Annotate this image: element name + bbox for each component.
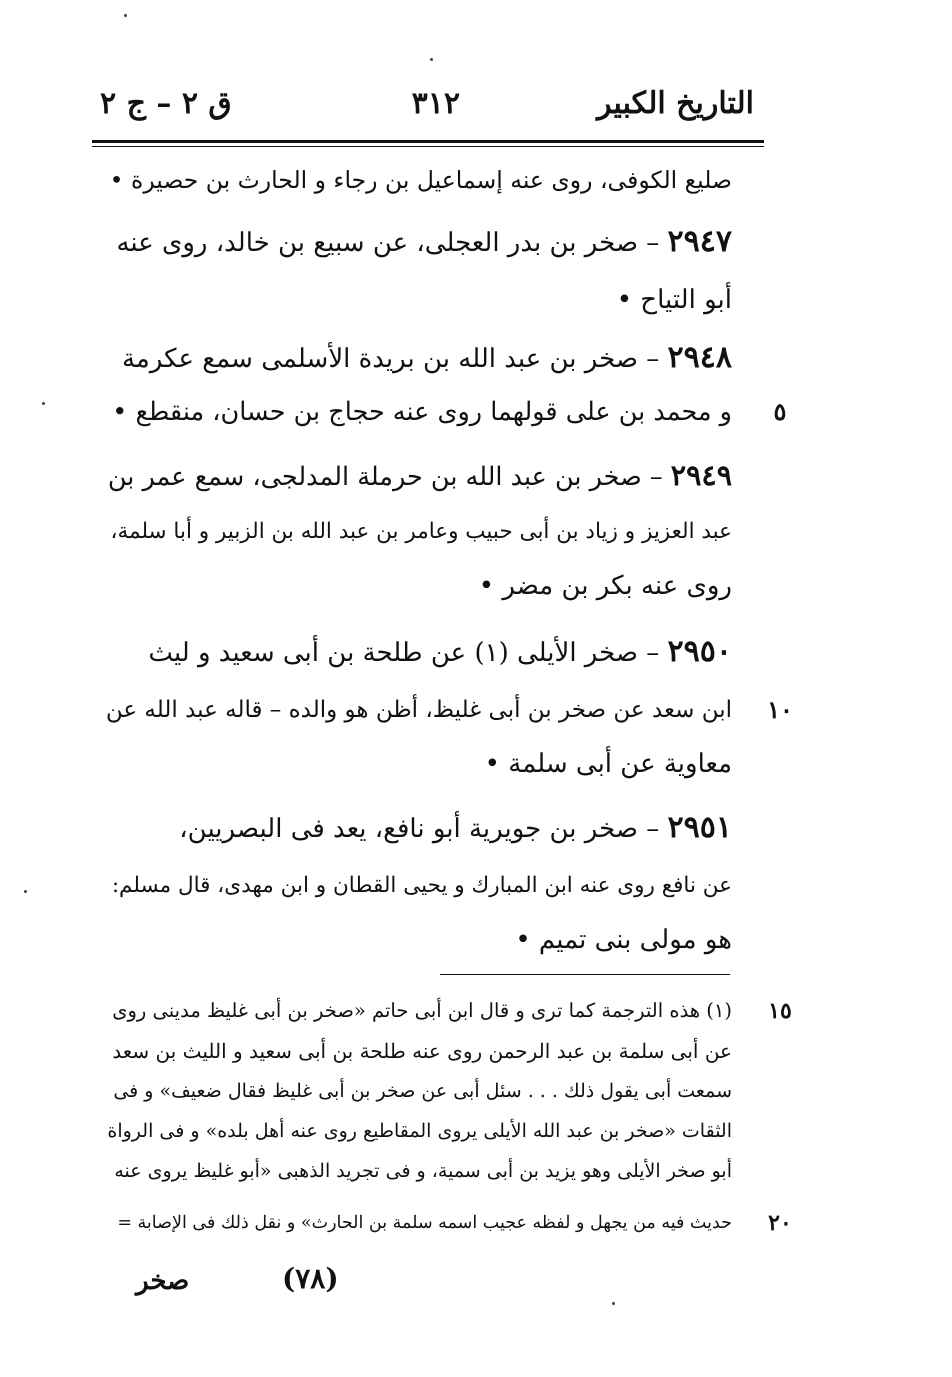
- entry-number: ٢٩٤٨: [667, 340, 732, 375]
- body-line: عن نافع روى عنه ابن المبارك و يحيى القطان و ابن مهدى، قال مسلم:: [111, 873, 732, 898]
- body-line: و محمد بن على قولهما روى عنه حجاج بن حسان، منقطع •: [112, 397, 732, 427]
- entry-2948: ٢٩٤٨ – صخر بن عبد الله بن بريدة الأسلمى سمع عكرمة: [121, 340, 732, 375]
- footnote-line: حديث فيه من يجهل و لفظه عجيب اسمه سلمة بن الحارث» و نقل ذلك فى الإصابة =: [117, 1213, 732, 1233]
- entry-2949: ٢٩٤٩ – صخر بن عبد الله بن حرملة المدلجى، سمع عمر بن: [107, 458, 732, 492]
- footnote-line: الثقات «صخر بن عبد الله الأيلى يروى المقاطيع روى عنه أهل بلده» و فى الرواة: [107, 1120, 732, 1142]
- footnote-line: عن أبى سلمة بن عبد الرحمن روى عنه طلحة بن أبى سعيد و الليث بن سعد: [112, 1039, 732, 1063]
- line-number: ١٠: [767, 695, 793, 724]
- entry-2951: ٢٩٥١ – صخر بن جويرية أبو نافع، يعد فى البصريين،: [179, 810, 732, 845]
- entry-2947: ٢٩٤٧ – صخر بن بدر العجلى، عن سبيع بن خالد، روى عنه: [116, 224, 732, 259]
- footnote-line: أبو صخر الأيلى وهو يزيد بن أبى سمية، و فى تجريد الذهبى «أبو غليظ يروى عنه: [114, 1160, 732, 1182]
- line-number: ٥: [773, 397, 787, 426]
- running-header: [100, 86, 760, 136]
- body-line: روى عنه بكر بن مضر •: [478, 571, 732, 601]
- footnote-line: سمعت أبى يقول ذلك . . . سئل أبى عن صخر بن أبى غليظ فقال ضعيف» و فى: [113, 1080, 732, 1102]
- body-line: ابن سعد عن صخر بن أبى غليظ، أظن هو والده – قاله عبد الله عن: [105, 697, 732, 723]
- paper-speck: [24, 890, 27, 893]
- line-number: ١٥: [768, 998, 792, 1024]
- paper-speck: [612, 1302, 615, 1305]
- body-line: هو مولى بنى تميم •: [515, 925, 732, 955]
- footnote-separator: [440, 974, 730, 975]
- signature-number: (٧٨): [282, 1262, 339, 1295]
- entry-number: ٢٩٥١: [667, 810, 732, 845]
- line-number: ٢٠: [768, 1210, 792, 1236]
- catchword: صخر: [136, 1266, 190, 1296]
- paper-speck: [42, 402, 45, 405]
- header-rule-thin: [92, 146, 764, 147]
- header-rule-thick: [92, 140, 764, 143]
- body-line: أبو التياح •: [616, 285, 732, 315]
- paper-speck: [124, 14, 127, 17]
- entry-2950: ٢٩٥٠ – صخر الأيلى (١) عن طلحة بن أبى سعيد و ليث: [148, 634, 732, 669]
- entry-number: ٢٩٥٠: [667, 634, 732, 669]
- volume-part: ق ٢ – ج ٢: [100, 86, 232, 121]
- body-line: صليع الكوفى، روى عنه إسماعيل بن رجاء و الحارث بن حصيرة •: [109, 166, 732, 194]
- book-title: التاريخ الكبير: [596, 86, 754, 121]
- paper-speck: [430, 58, 433, 61]
- body-line: عبد العزيز و زياد بن أبى حبيب وعامر بن عبد الله بن الزبير و أبا سلمة،: [110, 519, 732, 544]
- body-line: معاوية عن أبى سلمة •: [484, 749, 732, 779]
- page-number: ٣١٢: [411, 86, 460, 121]
- footnote-line: (١) هذه الترجمة كما ترى و قال ابن أبى حاتم «صخر بن أبى غليظ مدينى روى: [112, 999, 732, 1022]
- entry-number: ٢٩٤٧: [667, 224, 732, 259]
- entry-number: ٢٩٤٩: [670, 458, 732, 492]
